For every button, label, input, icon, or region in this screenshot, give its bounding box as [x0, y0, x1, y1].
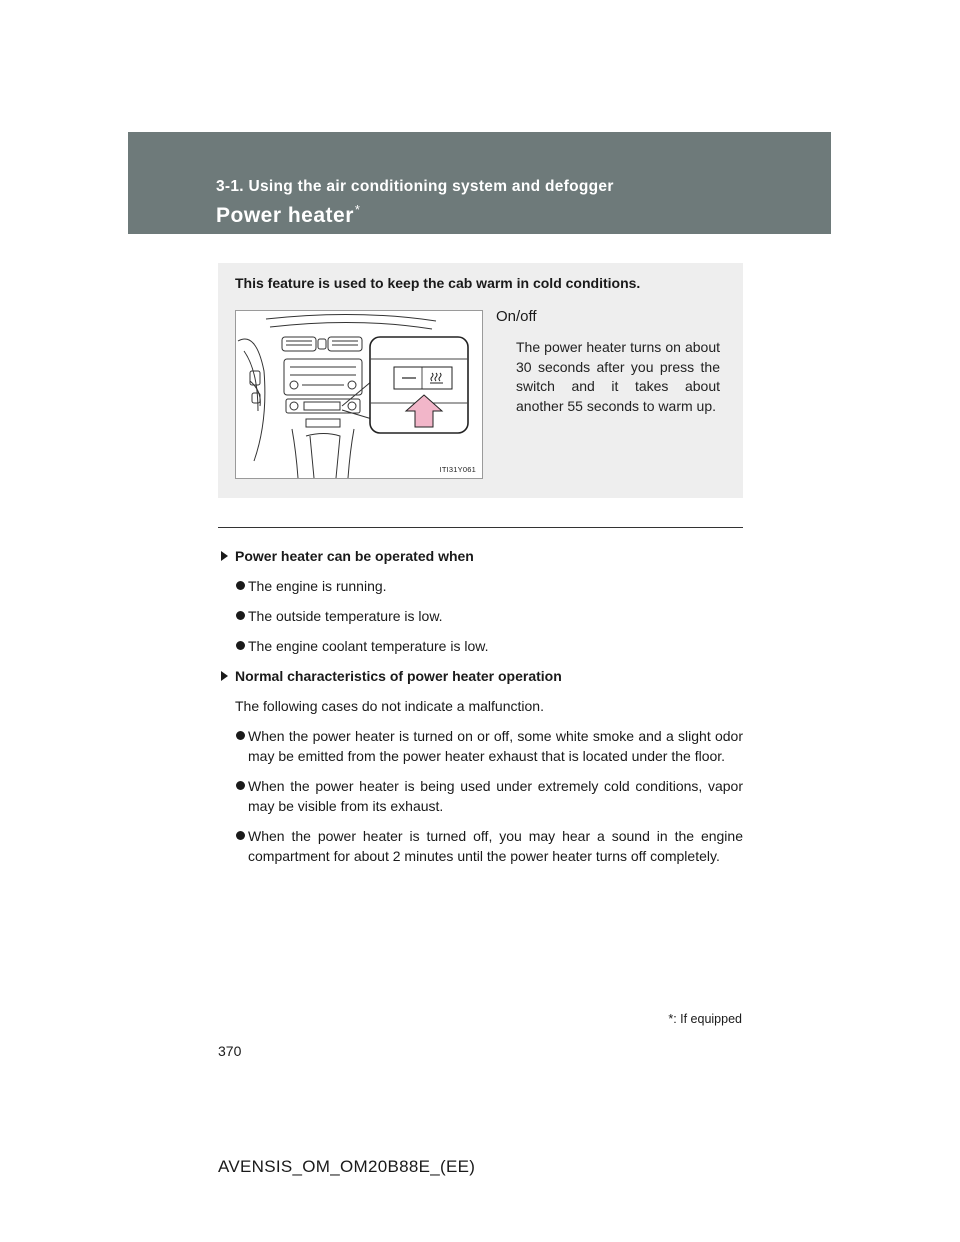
- list-item-text: When the power heater is turned off, you may hear a sound in the engine compartment for about 2 minutes until the power heater turns off completely.: [248, 828, 743, 864]
- footnote: [668, 1012, 742, 1026]
- page-title: [216, 202, 360, 228]
- bullet-icon: [236, 581, 245, 590]
- document-id: AVENSIS_OM_OM20B88E_(EE): [218, 1157, 476, 1176]
- page-title-text: Power heater: [216, 204, 354, 227]
- figure-code: ITI31Y061: [439, 465, 476, 474]
- list-item-text: The engine coolant temperature is low.: [248, 638, 489, 654]
- notes-section: [218, 546, 743, 876]
- note-heading-text: Power heater can be operated when: [235, 548, 474, 564]
- dashboard-drawing: [236, 311, 482, 478]
- bullet-icon: [236, 641, 245, 650]
- feature-intro: This feature is used to keep the cab warm in cold conditions.: [235, 275, 641, 291]
- onoff-description: The power heater turns on about 30 seconds after you press the switch and it takes about another 55 seconds to warm up.: [516, 339, 720, 414]
- onoff-title: On/off: [496, 308, 537, 325]
- triangle-bullet-icon: [221, 671, 228, 681]
- note-heading-text: Normal characteristics of power heater operation: [235, 668, 562, 684]
- triangle-bullet-icon: [221, 551, 228, 561]
- note-text: The following cases do not indicate a malfunction.: [235, 698, 544, 714]
- list-item: [218, 726, 743, 766]
- list-item-text: The engine is running.: [248, 578, 387, 594]
- page-header: [128, 132, 831, 234]
- footnote-mark: *: [668, 1012, 674, 1026]
- list-item: [218, 826, 743, 866]
- bullet-icon: [236, 611, 245, 620]
- note-heading: [218, 546, 743, 566]
- if-equipped-mark: *: [354, 202, 361, 217]
- list-item: [218, 636, 743, 656]
- section-title: 3-1. Using the air conditioning system and defogger: [216, 178, 614, 195]
- list-item: [218, 576, 743, 596]
- list-item-text: The outside temperature is low.: [248, 608, 443, 624]
- list-item-text: When the power heater is turned on or off, some white smoke and a slight odor may be emitted from the power heater exhaust that is located under the floor.: [248, 728, 743, 764]
- note-heading: [218, 666, 743, 686]
- page-number: 370: [218, 1043, 242, 1059]
- dashboard-illustration: [235, 310, 483, 479]
- list-item: [218, 776, 743, 816]
- bullet-icon: [236, 781, 245, 790]
- divider: [218, 527, 743, 528]
- list-item-text: When the power heater is being used under extremely cold conditions, vapor may be visible from its exhaust.: [248, 778, 743, 814]
- feature-panel: [218, 263, 743, 498]
- list-item: [218, 606, 743, 626]
- bullet-icon: [236, 831, 245, 840]
- bullet-icon: [236, 731, 245, 740]
- footnote-text: : If equipped: [673, 1012, 742, 1026]
